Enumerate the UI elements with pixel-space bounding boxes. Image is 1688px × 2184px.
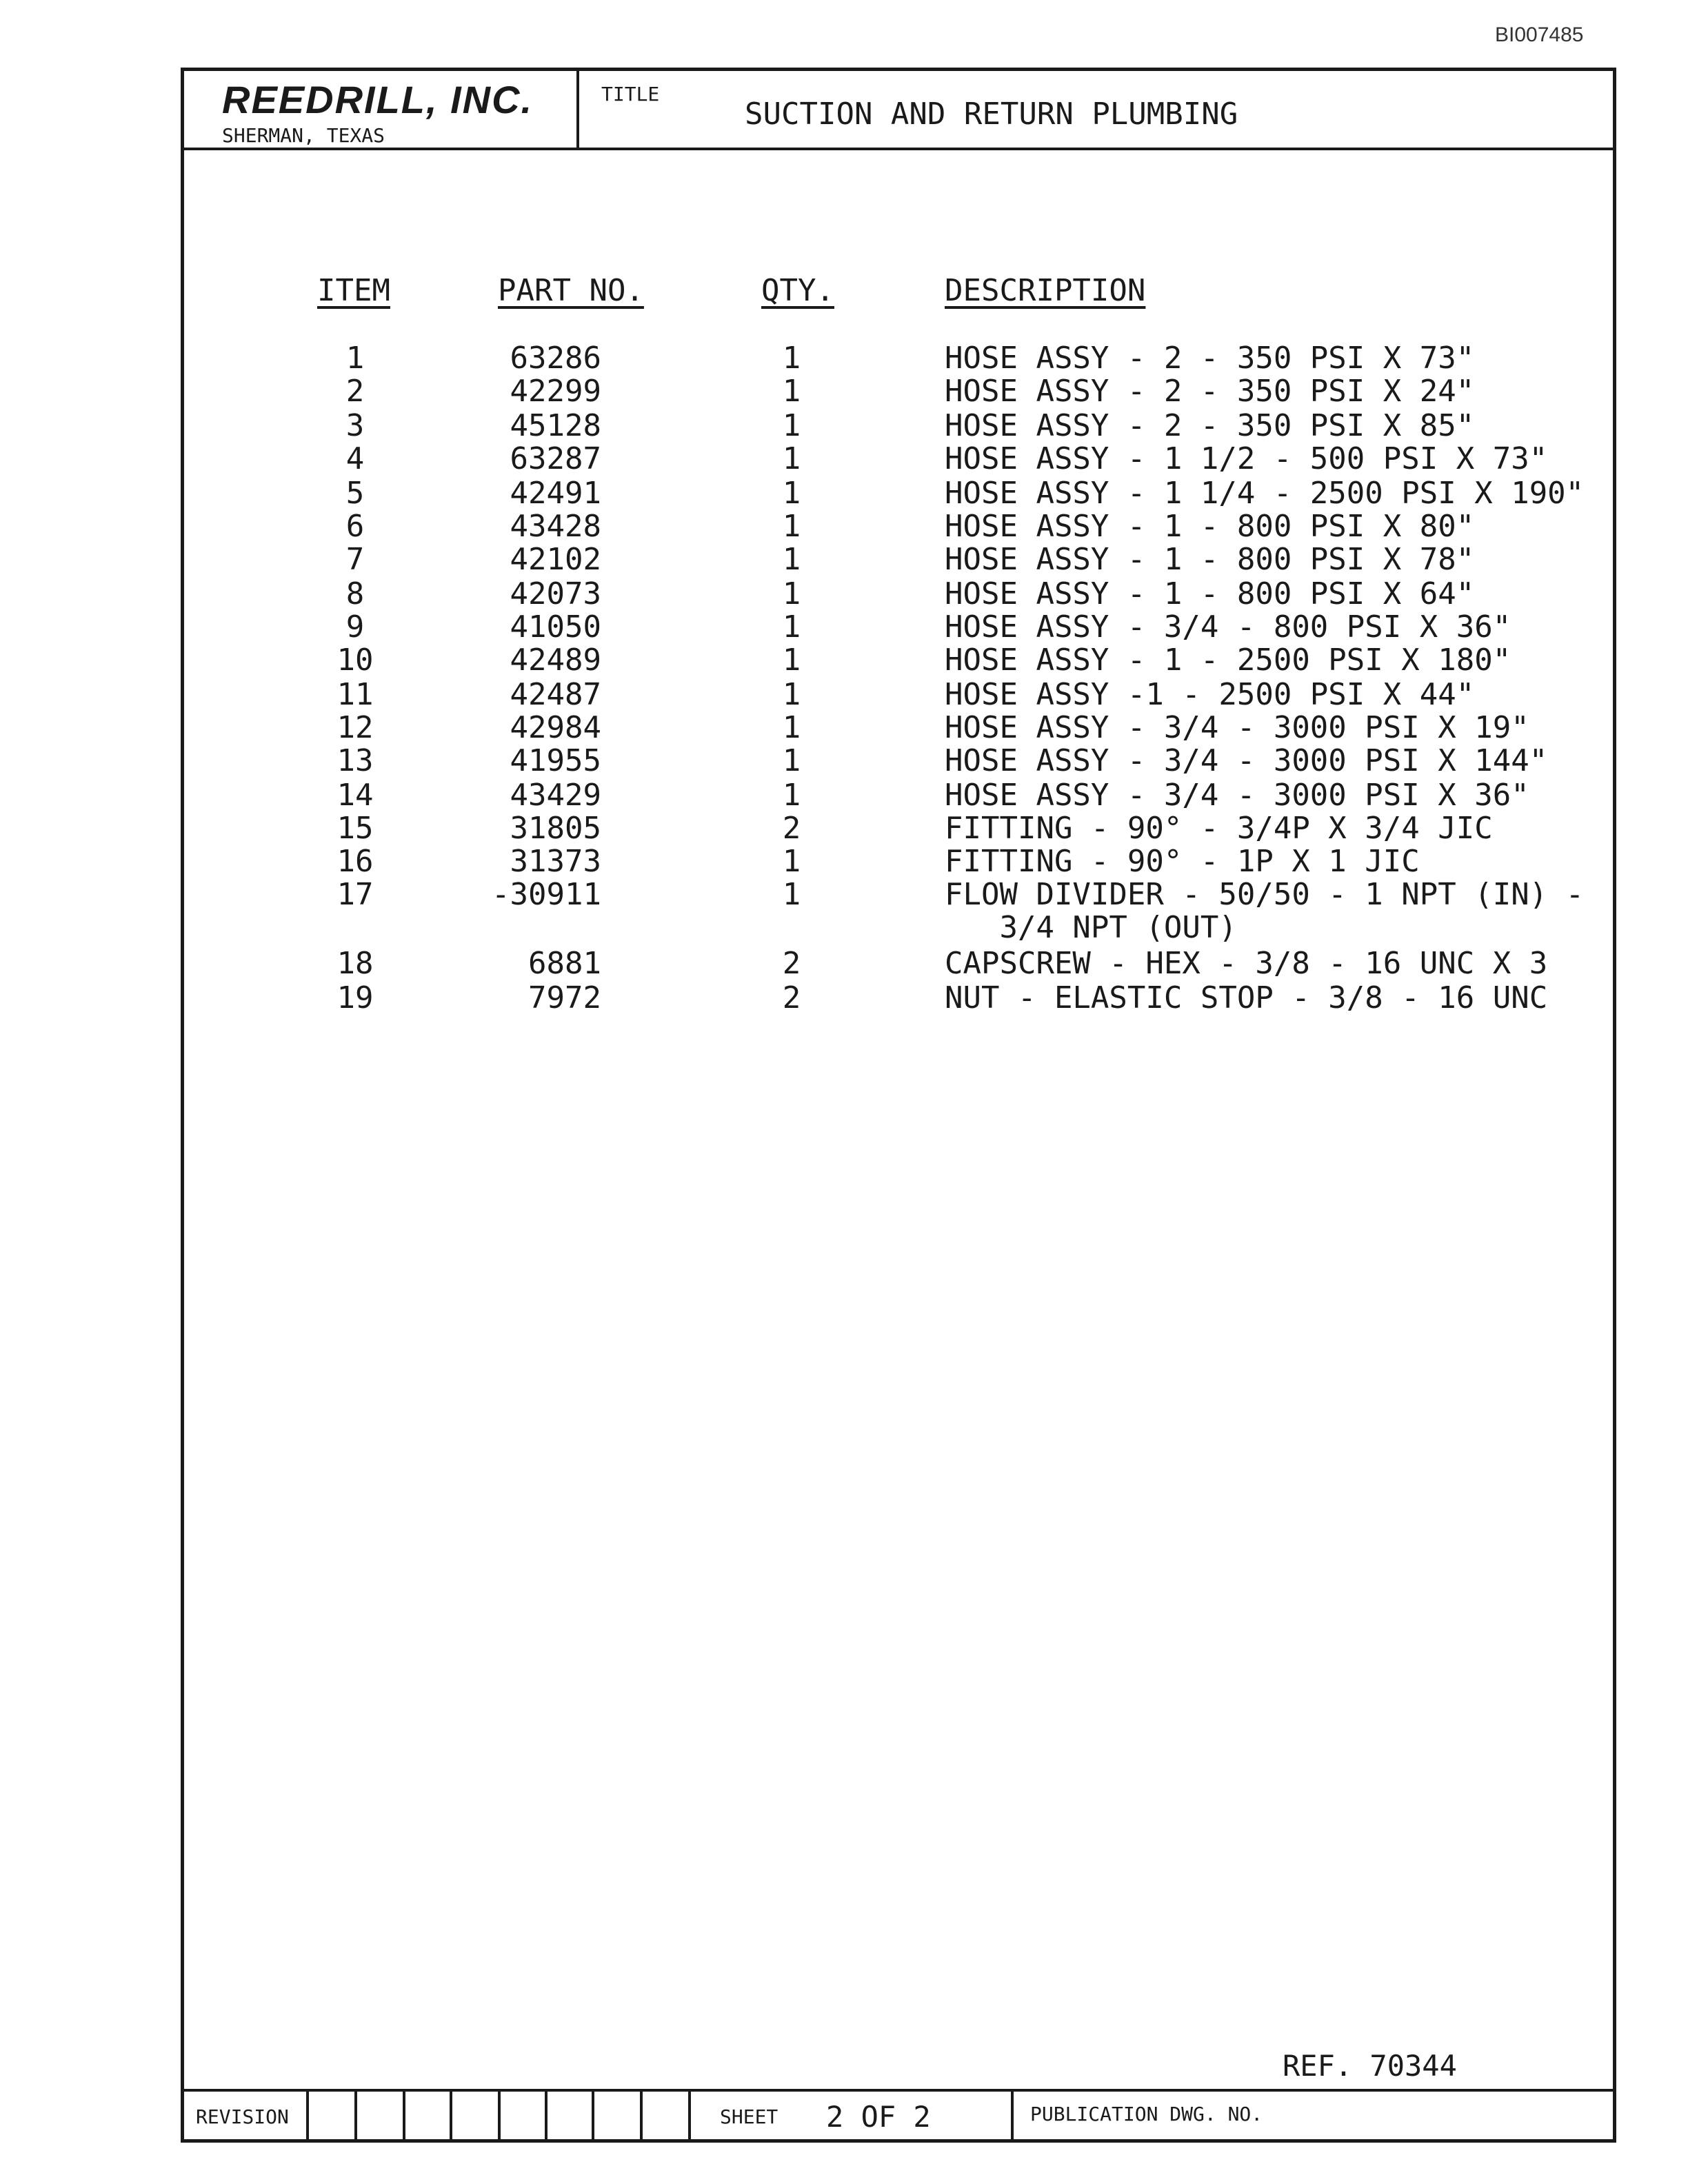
- sheet-value: 2 OF 2: [826, 2100, 931, 2134]
- column-header-item: ITEM: [317, 273, 390, 308]
- part-number: 6881: [528, 946, 601, 981]
- item-number: 2: [345, 374, 365, 409]
- item-number: 6: [345, 509, 365, 544]
- description: FITTING - 90° - 3/4P X 3/4 JIC: [945, 811, 1493, 846]
- quantity: 1: [782, 542, 801, 577]
- revision-box-divider: [450, 2092, 452, 2143]
- description: HOSE ASSY - 1 - 800 PSI X 80": [945, 509, 1475, 544]
- part-number: 31805: [510, 811, 601, 846]
- quantity: 1: [782, 743, 801, 778]
- item-number: 18: [336, 946, 374, 981]
- item-number: 3: [345, 408, 365, 443]
- publication-divider: [1011, 2092, 1014, 2143]
- item-number: 9: [345, 609, 365, 645]
- table-row: [0, 845, 1688, 878]
- revision-box-divider: [688, 2092, 691, 2143]
- quantity: 1: [782, 643, 801, 678]
- part-number: 42984: [510, 710, 601, 745]
- table-row: [0, 443, 1688, 476]
- item-number: 17: [336, 877, 374, 912]
- table-row: [0, 342, 1688, 375]
- item-number: 15: [336, 811, 374, 846]
- title-label: TITLE: [601, 83, 660, 105]
- quantity: 2: [782, 811, 801, 846]
- table-row: [0, 543, 1688, 576]
- part-number: 7972: [528, 980, 601, 1015]
- document-title: SUCTION AND RETURN PLUMBING: [745, 97, 1238, 132]
- description: HOSE ASSY - 2 - 350 PSI X 85": [945, 408, 1475, 443]
- part-number: 63287: [510, 441, 601, 476]
- quantity: 1: [782, 441, 801, 476]
- part-number: 63286: [510, 341, 601, 376]
- part-number: 42073: [510, 576, 601, 611]
- part-number: 31373: [510, 844, 601, 879]
- table-row: [0, 611, 1688, 644]
- table-row: [0, 578, 1688, 611]
- part-number: 42487: [510, 677, 601, 712]
- item-number: 12: [336, 710, 374, 745]
- quantity: 1: [782, 374, 801, 409]
- description: HOSE ASSY - 3/4 - 3000 PSI X 36": [945, 778, 1529, 813]
- item-number: 10: [336, 643, 374, 678]
- quantity: 1: [782, 476, 801, 511]
- quantity: 1: [782, 778, 801, 813]
- quantity: 1: [782, 408, 801, 443]
- table-row: [0, 877, 1688, 945]
- quantity: 1: [782, 509, 801, 544]
- item-number: 16: [336, 844, 374, 879]
- revision-label: REVISION: [196, 2105, 289, 2128]
- part-number: 43429: [510, 778, 601, 813]
- document-id: BI007485: [1495, 23, 1584, 46]
- item-number: 11: [336, 677, 374, 712]
- revision-box-divider: [545, 2092, 547, 2143]
- column-header-description: DESCRIPTION: [945, 273, 1146, 308]
- table-row: [0, 711, 1688, 745]
- item-number: 8: [345, 576, 365, 611]
- part-number: -30911: [492, 877, 601, 912]
- description: FITTING - 90° - 1P X 1 JIC: [945, 844, 1420, 879]
- description: HOSE ASSY - 3/4 - 3000 PSI X 144": [945, 743, 1548, 778]
- description: HOSE ASSY - 2 - 350 PSI X 73": [945, 341, 1475, 376]
- title-block-divider: [576, 68, 579, 150]
- part-number: 42491: [510, 476, 601, 511]
- description: HOSE ASSY - 3/4 - 3000 PSI X 19": [945, 710, 1529, 745]
- quantity: 2: [782, 946, 801, 981]
- item-number: 19: [336, 980, 374, 1015]
- part-number: 45128: [510, 408, 601, 443]
- quantity: 1: [782, 877, 801, 912]
- table-row: [0, 947, 1688, 980]
- description: HOSE ASSY - 1 1/4 - 2500 PSI X 190": [945, 476, 1585, 511]
- item-number: 4: [345, 441, 365, 476]
- part-number: 41050: [510, 609, 601, 645]
- description: HOSE ASSY - 1 - 2500 PSI X 180": [945, 643, 1511, 678]
- revision-box-divider: [354, 2092, 357, 2143]
- revision-box-divider: [403, 2092, 405, 2143]
- description: NUT - ELASTIC STOP - 3/8 - 16 UNC: [945, 980, 1548, 1015]
- table-row: [0, 644, 1688, 677]
- description: HOSE ASSY - 1 - 800 PSI X 64": [945, 576, 1475, 611]
- sheet-label: SHEET: [720, 2105, 778, 2128]
- description: HOSE ASSY - 1 1/2 - 500 PSI X 73": [945, 441, 1548, 476]
- company-location: SHERMAN, TEXAS: [222, 124, 385, 147]
- part-number: 41955: [510, 743, 601, 778]
- description: HOSE ASSY - 1 - 800 PSI X 78": [945, 542, 1475, 577]
- revision-box-divider: [640, 2092, 643, 2143]
- part-number: 42489: [510, 643, 601, 678]
- part-number: 42102: [510, 542, 601, 577]
- item-number: 13: [336, 743, 374, 778]
- table-row: [0, 477, 1688, 510]
- description: CAPSCREW - HEX - 3/8 - 16 UNC X 3: [945, 946, 1548, 981]
- table-row: [0, 410, 1688, 443]
- quantity: 1: [782, 576, 801, 611]
- revision-box-divider: [306, 2092, 309, 2143]
- revision-box-divider: [592, 2092, 594, 2143]
- table-row: [0, 779, 1688, 812]
- item-number: 1: [345, 341, 365, 376]
- quantity: 1: [782, 844, 801, 879]
- description: HOSE ASSY -1 - 2500 PSI X 44": [945, 677, 1475, 712]
- item-number: 5: [345, 476, 365, 511]
- table-row: [0, 812, 1688, 845]
- quantity: 2: [782, 980, 801, 1015]
- publication-dwg-label: PUBLICATION DWG. NO.: [1030, 2103, 1263, 2125]
- part-number: 43428: [510, 509, 601, 544]
- table-row: [0, 375, 1688, 408]
- quantity: 1: [782, 609, 801, 645]
- table-row: [0, 510, 1688, 543]
- column-header-part-no: PART NO.: [498, 273, 644, 308]
- reference-number: REF. 70344: [1283, 2049, 1457, 2083]
- revision-box-divider: [498, 2092, 501, 2143]
- item-number: 7: [345, 542, 365, 577]
- description: FLOW DIVIDER - 50/50 - 1 NPT (IN) - 3/4 NPT (OUT): [945, 877, 1585, 945]
- column-header-qty: QTY.: [761, 273, 834, 308]
- company-name: REEDRILL, INC.: [222, 78, 534, 121]
- quantity: 1: [782, 341, 801, 376]
- item-number: 14: [336, 778, 374, 813]
- table-row: [0, 982, 1688, 1015]
- quantity: 1: [782, 710, 801, 745]
- description: HOSE ASSY - 3/4 - 800 PSI X 36": [945, 609, 1511, 645]
- table-row: [0, 678, 1688, 711]
- quantity: 1: [782, 677, 801, 712]
- part-number: 42299: [510, 374, 601, 409]
- table-row: [0, 745, 1688, 778]
- description: HOSE ASSY - 2 - 350 PSI X 24": [945, 374, 1475, 409]
